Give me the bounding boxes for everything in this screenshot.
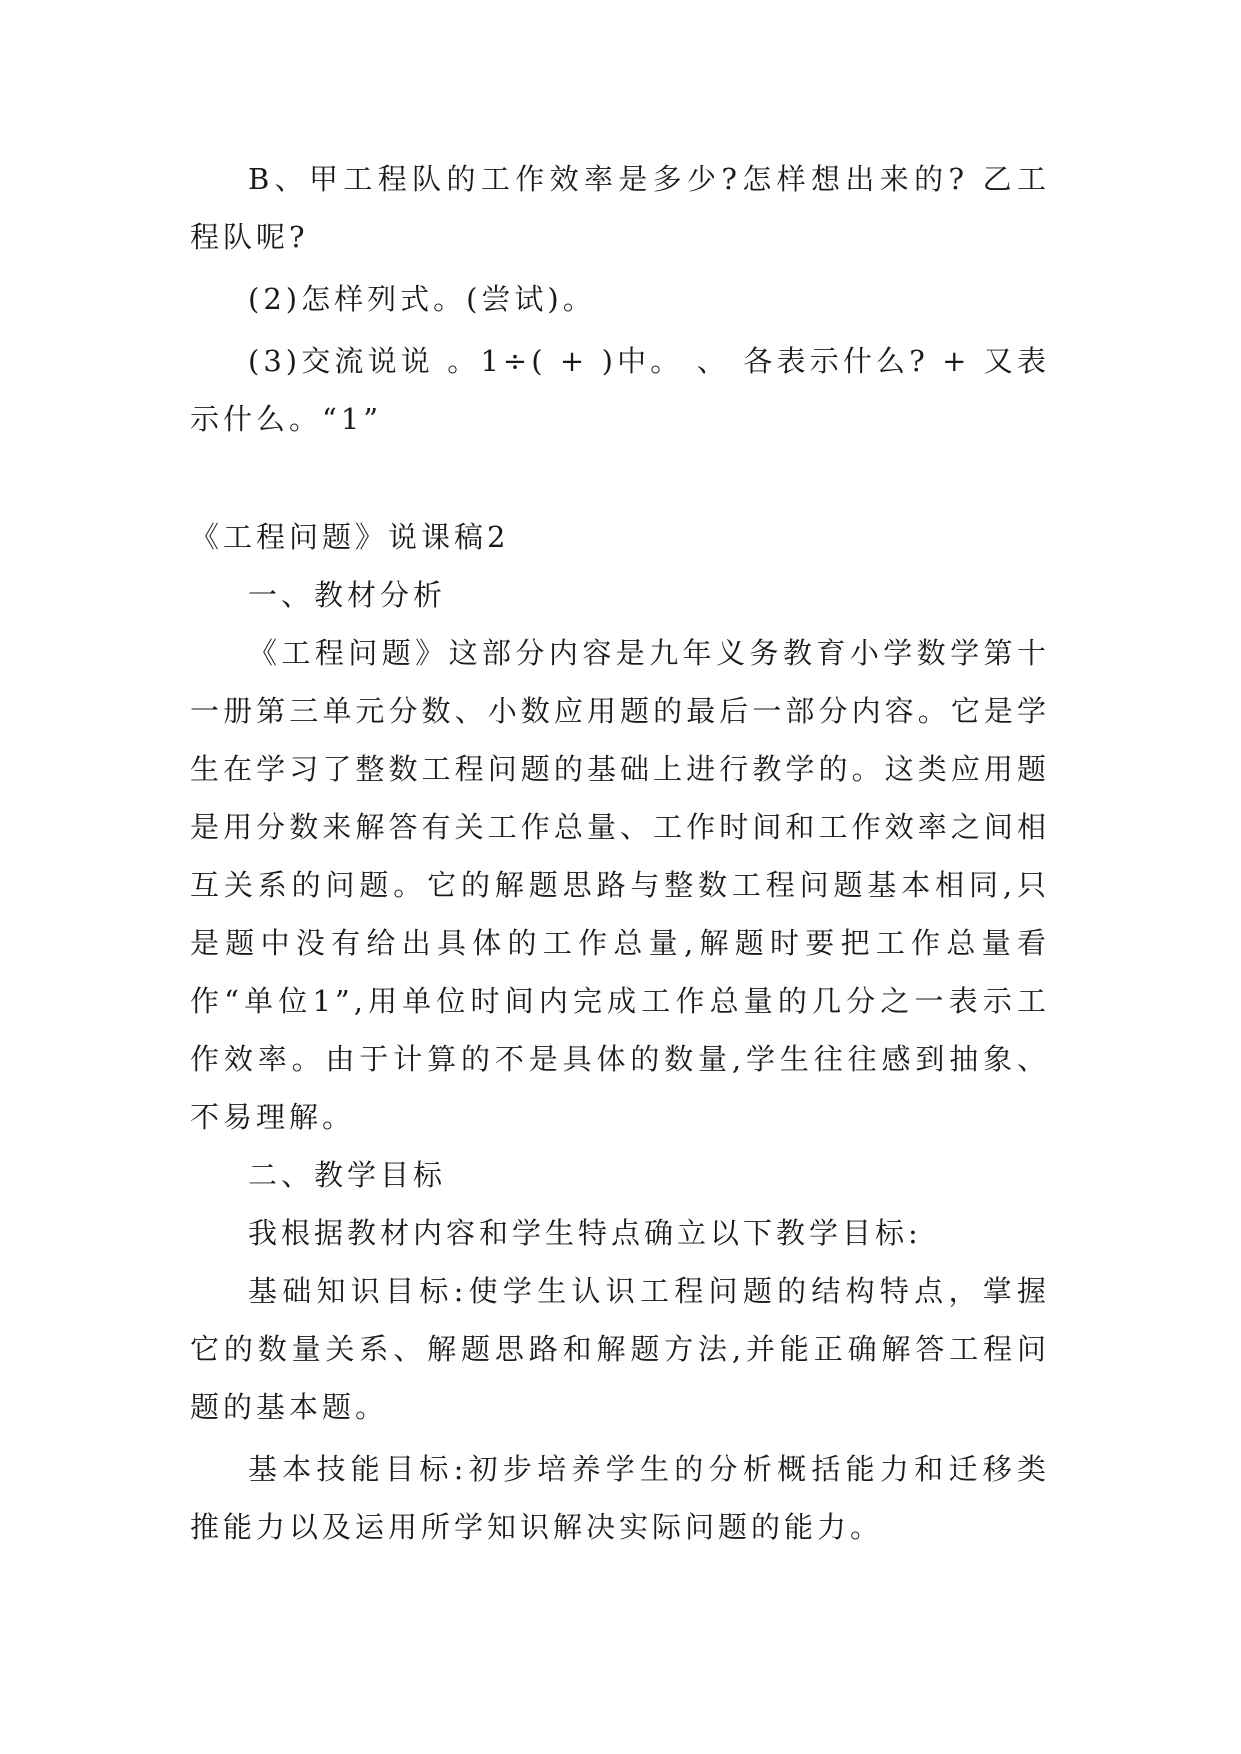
paragraph-material-analysis: 《工程问题》这部分内容是九年义务教育小学数学第十一册第三单元分数、小数应用题的最后一部分内容。它是学生在学习了整数工程问题的基础上进行教学的。这类应用题是用分数来解答有关工作总量、工作时间和工作效率之间相互关系的问题。它的解题思路与整数工程问题基本相同,只是题中没有给出具体的工作总量,解题时要把工作总量看作“单位1”,用单位时间内完成工作总量的几分之一表示工作效率。由于计算的不是具体的数量,学生往往感到抽象、不易理解。	[190, 636, 1050, 1134]
paragraph-step-2: (2)怎样列式。(尝试)。	[248, 282, 596, 316]
paragraph-knowledge-goal: 基础知识目标:使学生认识工程问题的结构特点，掌握它的数量关系、解题思路和解题方法,并能正确解答工程问题的基本题。	[190, 1274, 1050, 1424]
heading-teaching-goals: 二、教学目标	[248, 1158, 447, 1192]
paragraph-skill-goal: 基本技能目标:初步培养学生的分析概括能力和迁移类推能力以及运用所学知识解决实际问题的能力。	[190, 1452, 1050, 1544]
paragraph-step-3: (3)交流说说 。1÷( + )中。 、 各表示什么? + 又表示什么。“1”	[190, 344, 1050, 436]
paragraph-goals-intro: 我根据教材内容和学生特点确立以下教学目标:	[248, 1216, 922, 1250]
paragraph-question-b: B、甲工程队的工作效率是多少?怎样想出来的? 乙工程队呢?	[190, 162, 1050, 254]
document-body	[190, 150, 1050, 1556]
document-title: 《工程问题》说课稿2	[190, 520, 510, 554]
heading-material-analysis: 一、教材分析	[248, 578, 447, 612]
